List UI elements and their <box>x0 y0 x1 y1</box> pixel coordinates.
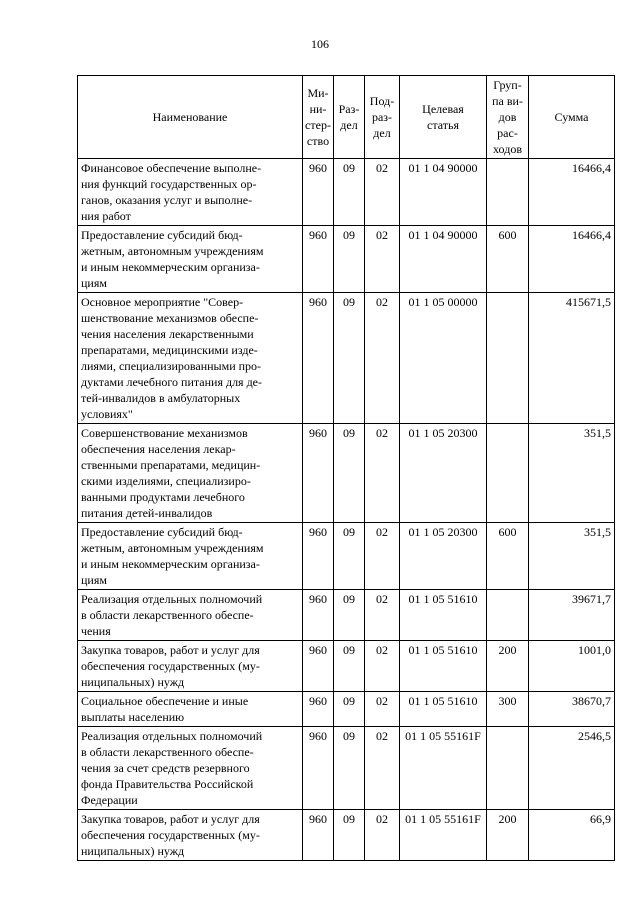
cell-subsection: 02 <box>365 293 400 424</box>
cell-sum: 66,9 <box>529 810 615 861</box>
cell-section: 09 <box>334 641 365 692</box>
cell-subsection: 02 <box>365 810 400 861</box>
cell-sum: 38670,7 <box>529 692 615 727</box>
cell-name: Предоставление субсидий бюд- жетным, автономным учреждениям и иным некоммерческим организа- циям <box>78 523 303 590</box>
cell-section: 09 <box>334 590 365 641</box>
cell-sum: 415671,5 <box>529 293 615 424</box>
cell-group: 300 <box>487 692 529 727</box>
cell-target: 01 1 05 55161F <box>400 810 487 861</box>
cell-target: 01 1 04 90000 <box>400 159 487 226</box>
cell-section: 09 <box>334 293 365 424</box>
cell-subsection: 02 <box>365 590 400 641</box>
cell-ministry: 960 <box>303 590 334 641</box>
header-target: Целевая статья <box>400 76 487 159</box>
header-section: Раз- дел <box>334 76 365 159</box>
cell-name: Совершенствование механизмов обеспечения населения лекар- ственными препаратами, медицин- скими изделиями, специализиро- ванными продуктами лечебного питания детей-инвалидов <box>78 424 303 523</box>
cell-target: 01 1 05 51610 <box>400 692 487 727</box>
cell-target: 01 1 04 90000 <box>400 226 487 293</box>
cell-ministry: 960 <box>303 293 334 424</box>
cell-subsection: 02 <box>365 641 400 692</box>
header-name: Наименование <box>78 76 303 159</box>
cell-target: 01 1 05 00000 <box>400 293 487 424</box>
cell-name: Финансовое обеспечение выполне- ния функций государственных ор- ганов, оказания услуг и выполне- ния работ <box>78 159 303 226</box>
page-number: 106 <box>311 37 329 51</box>
table-row <box>78 159 615 226</box>
cell-group <box>487 727 529 810</box>
cell-subsection: 02 <box>365 692 400 727</box>
cell-ministry: 960 <box>303 226 334 293</box>
table-row <box>78 727 615 810</box>
cell-section: 09 <box>334 727 365 810</box>
cell-name: Закупка товаров, работ и услуг для обеспечения государственных (му- ниципальных) нужд <box>78 810 303 861</box>
table-row <box>78 641 615 692</box>
table-row <box>78 590 615 641</box>
header-subsection: Под- раз- дел <box>365 76 400 159</box>
cell-ministry: 960 <box>303 727 334 810</box>
cell-ministry: 960 <box>303 692 334 727</box>
cell-ministry: 960 <box>303 523 334 590</box>
cell-sum: 39671,7 <box>529 590 615 641</box>
cell-group <box>487 293 529 424</box>
cell-name: Предоставление субсидий бюд- жетным, автономным учреждениям и иным некоммерческим организа- циям <box>78 226 303 293</box>
cell-target: 01 1 05 20300 <box>400 523 487 590</box>
cell-ministry: 960 <box>303 641 334 692</box>
cell-group: 600 <box>487 226 529 293</box>
header-ministry: Ми- ни- стер- ство <box>303 76 334 159</box>
cell-name: Закупка товаров, работ и услуг для обеспечения государственных (му- ниципальных) нужд <box>78 641 303 692</box>
cell-name: Реализация отдельных полномочий в области лекарственного обеспе- чения <box>78 590 303 641</box>
table-row <box>78 226 615 293</box>
cell-sum: 2546,5 <box>529 727 615 810</box>
table-row <box>78 424 615 523</box>
cell-subsection: 02 <box>365 159 400 226</box>
cell-group <box>487 159 529 226</box>
cell-name: Социальное обеспечение и иные выплаты населению <box>78 692 303 727</box>
cell-name: Основное мероприятие "Совер- шенствование механизмов обеспе- чения населения лекарственными препаратами, медицинскими изде- лиями, специализированными про- дуктами лечебного питания для де- тей-инвалидов в амбулаторных условиях" <box>78 293 303 424</box>
cell-subsection: 02 <box>365 226 400 293</box>
cell-target: 01 1 05 55161F <box>400 727 487 810</box>
cell-sum: 16466,4 <box>529 226 615 293</box>
table-row <box>78 692 615 727</box>
cell-group <box>487 424 529 523</box>
cell-ministry: 960 <box>303 810 334 861</box>
cell-group: 600 <box>487 523 529 590</box>
cell-subsection: 02 <box>365 523 400 590</box>
cell-group <box>487 590 529 641</box>
cell-name: Реализация отдельных полномочий в области лекарственного обеспе- чения за счет средств резервного фонда Правительства Российской Федерации <box>78 727 303 810</box>
header-group: Груп- па ви- дов рас- ходов <box>487 76 529 159</box>
cell-section: 09 <box>334 692 365 727</box>
cell-target: 01 1 05 51610 <box>400 641 487 692</box>
table-row <box>78 523 615 590</box>
cell-sum: 351,5 <box>529 424 615 523</box>
cell-section: 09 <box>334 424 365 523</box>
cell-sum: 16466,4 <box>529 159 615 226</box>
header-sum: Сумма <box>529 76 615 159</box>
cell-group: 200 <box>487 810 529 861</box>
budget-table <box>77 75 615 861</box>
table-header-row <box>78 76 615 159</box>
cell-section: 09 <box>334 159 365 226</box>
cell-subsection: 02 <box>365 424 400 523</box>
cell-section: 09 <box>334 810 365 861</box>
cell-sum: 351,5 <box>529 523 615 590</box>
cell-ministry: 960 <box>303 159 334 226</box>
cell-section: 09 <box>334 226 365 293</box>
cell-target: 01 1 05 51610 <box>400 590 487 641</box>
cell-section: 09 <box>334 523 365 590</box>
table-row <box>78 810 615 861</box>
cell-sum: 1001,0 <box>529 641 615 692</box>
cell-subsection: 02 <box>365 727 400 810</box>
cell-ministry: 960 <box>303 424 334 523</box>
table-row <box>78 293 615 424</box>
cell-group: 200 <box>487 641 529 692</box>
cell-target: 01 1 05 20300 <box>400 424 487 523</box>
